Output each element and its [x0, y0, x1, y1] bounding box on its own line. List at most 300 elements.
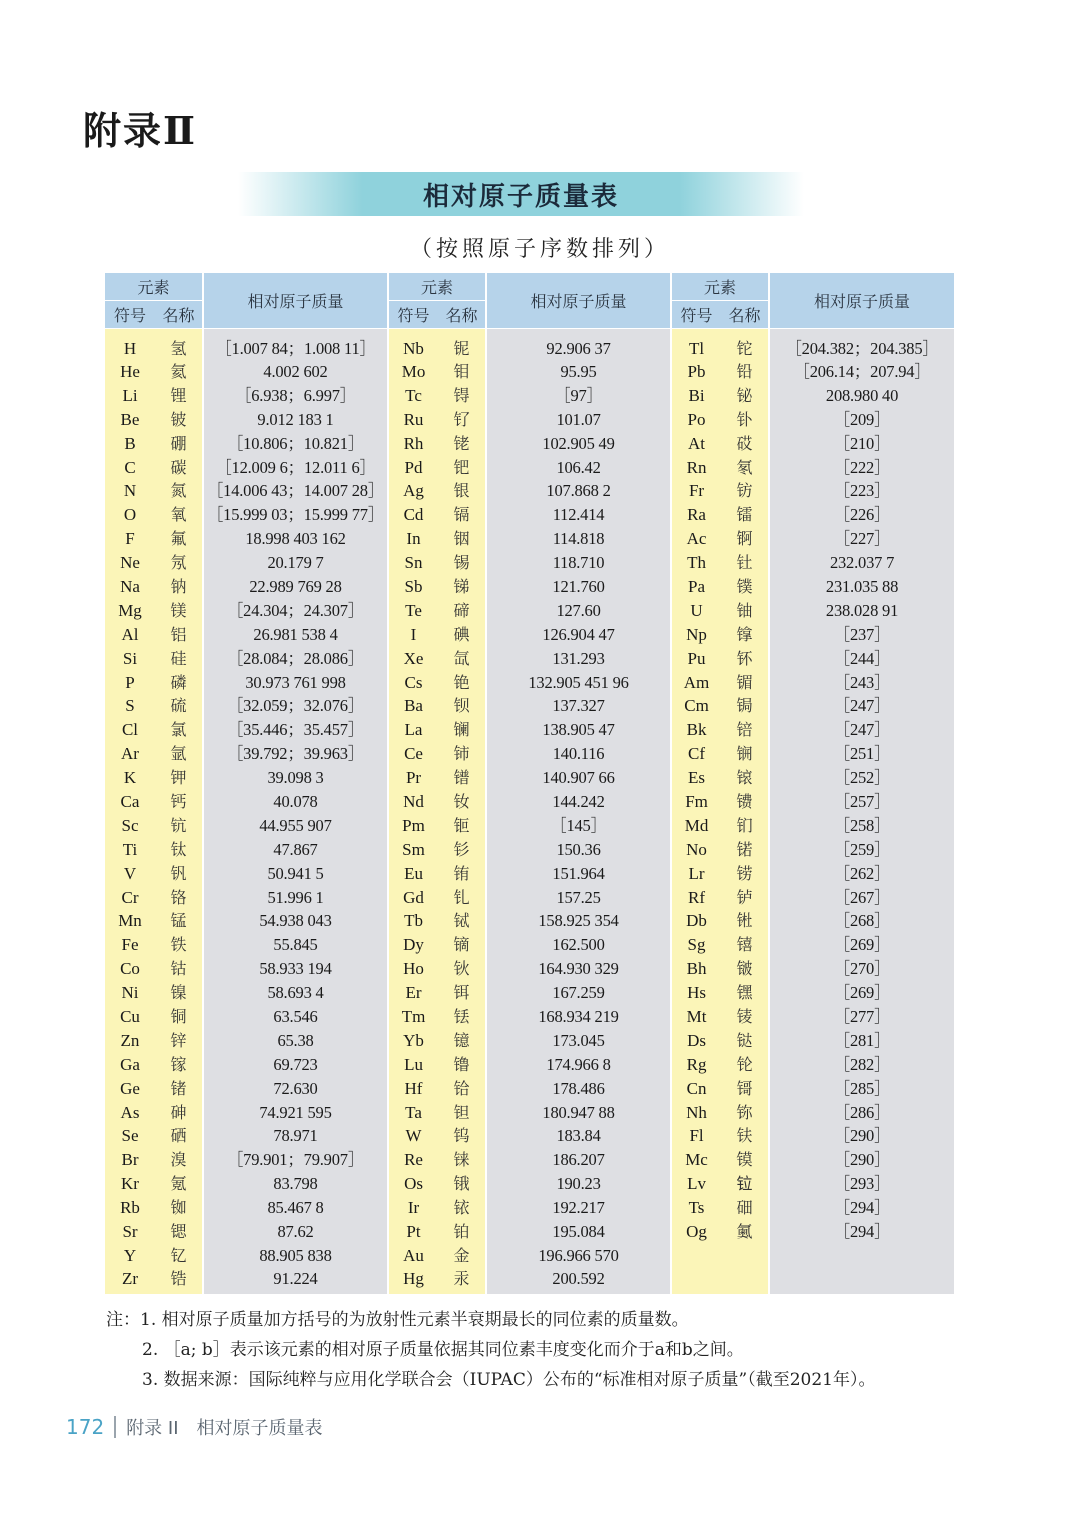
element-name: 碘 [438, 622, 486, 646]
element-name: 钼 [438, 360, 486, 384]
element-symbol: Ca [105, 790, 155, 814]
element-symbol: Cn [671, 1076, 721, 1100]
element-symbol: Cf [671, 742, 721, 766]
element-name: 氖 [155, 551, 203, 575]
element-mass: ［243］ [769, 670, 954, 694]
element-symbol: Ar [105, 742, 155, 766]
element-mass: ［286］ [769, 1100, 954, 1124]
element-mass: 140.116 [486, 742, 671, 766]
table-title-banner [238, 172, 804, 216]
element-mass: 50.941 5 [203, 861, 388, 885]
element-mass: 88.905 838 [203, 1243, 388, 1267]
element-mass: ［282］ [769, 1052, 954, 1076]
element-name: 铹 [721, 861, 769, 885]
element-symbol: U [671, 598, 721, 622]
element-name: 𫟼 [721, 1028, 769, 1052]
element-symbol: N [105, 479, 155, 503]
element-mass: ［223］ [769, 479, 954, 503]
element-mass: ［267］ [769, 885, 954, 909]
element-symbol: Ce [388, 742, 438, 766]
table-row [105, 598, 954, 622]
element-symbol: Eu [388, 861, 438, 885]
element-mass: 63.546 [203, 1005, 388, 1029]
element-mass: 164.930 329 [486, 957, 671, 981]
element-symbol: Sc [105, 813, 155, 837]
element-name: 钕 [438, 790, 486, 814]
element-name: 锑 [438, 575, 486, 599]
element-symbol: O [105, 503, 155, 527]
element-mass: 178.486 [486, 1076, 671, 1100]
table-row [105, 981, 954, 1005]
table-row [105, 813, 954, 837]
element-name: 锗 [155, 1076, 203, 1100]
element-name: 锝 [438, 383, 486, 407]
element-name: 氯 [155, 718, 203, 742]
table-row [105, 646, 954, 670]
element-name: 钫 [721, 479, 769, 503]
element-symbol: Br [105, 1148, 155, 1172]
element-symbol: C [105, 455, 155, 479]
element-name: 𬭶 [721, 981, 769, 1005]
element-name [721, 1243, 769, 1267]
element-symbol: Yb [388, 1028, 438, 1052]
element-symbol: Ds [671, 1028, 721, 1052]
table-row [105, 1124, 954, 1148]
element-mass [769, 1243, 954, 1267]
element-mass: ［1.007 84；1.008 11］ [203, 328, 388, 360]
table-row [105, 718, 954, 742]
element-name: 碲 [438, 598, 486, 622]
element-symbol: P [105, 670, 155, 694]
element-symbol: Ni [105, 981, 155, 1005]
element-mass: ［247］ [769, 694, 954, 718]
element-symbol: Cu [105, 1005, 155, 1029]
element-mass: ［244］ [769, 646, 954, 670]
element-mass: ［259］ [769, 837, 954, 861]
element-name: 氙 [438, 646, 486, 670]
element-name: 银 [438, 479, 486, 503]
element-name [721, 1267, 769, 1294]
element-name: 铁 [155, 933, 203, 957]
element-symbol: Pu [671, 646, 721, 670]
element-name: 锰 [155, 909, 203, 933]
element-mass: 65.38 [203, 1028, 388, 1052]
element-symbol: Es [671, 766, 721, 790]
element-name: 铷 [155, 1196, 203, 1220]
element-symbol: Cr [105, 885, 155, 909]
element-name: 氮 [155, 479, 203, 503]
element-symbol: Se [105, 1124, 155, 1148]
element-symbol: Tm [388, 1005, 438, 1029]
element-name: 钨 [438, 1124, 486, 1148]
element-name: 钠 [155, 575, 203, 599]
table-body [105, 328, 954, 1294]
footer-section-title: 相对原子质量表 [196, 1418, 323, 1439]
element-name: 镁 [155, 598, 203, 622]
element-name: 硒 [155, 1124, 203, 1148]
element-symbol: Te [388, 598, 438, 622]
element-mass: ［10.806；10.821］ [203, 431, 388, 455]
note-3: 3. 数据来源：国际纯粹与应用化学联合会（IUPAC）公布的“标准相对原子质量”（截至2021年）。 [142, 1370, 876, 1390]
element-symbol: Ac [671, 527, 721, 551]
element-name: 𬭛 [721, 957, 769, 981]
element-mass: 231.035 88 [769, 575, 954, 599]
element-name: 鿔 [721, 1076, 769, 1100]
element-mass: 95.95 [486, 360, 671, 384]
element-symbol: Mn [105, 909, 155, 933]
element-symbol: Ir [388, 1196, 438, 1220]
element-name: 氧 [155, 503, 203, 527]
element-mass: 144.242 [486, 790, 671, 814]
table-row [105, 1028, 954, 1052]
element-mass: ［35.446；35.457］ [203, 718, 388, 742]
element-name: 鿭 [721, 1100, 769, 1124]
element-mass: 58.933 194 [203, 957, 388, 981]
element-mass: 92.906 37 [486, 328, 671, 360]
element-name: 钚 [721, 646, 769, 670]
element-name: 镝 [438, 933, 486, 957]
element-name: 镉 [438, 503, 486, 527]
element-name: 氟 [155, 527, 203, 551]
element-name: 锿 [721, 766, 769, 790]
element-name: 磷 [155, 670, 203, 694]
table-row [105, 1267, 954, 1294]
element-symbol: Ho [388, 957, 438, 981]
element-name: 钌 [438, 407, 486, 431]
element-mass: ［210］ [769, 431, 954, 455]
element-mass: 137.327 [486, 694, 671, 718]
element-symbol: Sg [671, 933, 721, 957]
element-mass: 9.012 183 1 [203, 407, 388, 431]
element-mass: 168.934 219 [486, 1005, 671, 1029]
element-mass: ［97］ [486, 383, 671, 407]
element-name: 铀 [721, 598, 769, 622]
element-mass: ［252］ [769, 766, 954, 790]
element-mass: 69.723 [203, 1052, 388, 1076]
element-name: 镄 [721, 790, 769, 814]
table-row [105, 1148, 954, 1172]
element-symbol: La [388, 718, 438, 742]
element-symbol: Mc [671, 1148, 721, 1172]
element-name: 铝 [155, 622, 203, 646]
element-symbol: Am [671, 670, 721, 694]
element-mass: ［6.938；6.997］ [203, 383, 388, 407]
element-symbol: Sr [105, 1220, 155, 1244]
element-symbol: Zr [105, 1267, 155, 1294]
element-mass: ［32.059；32.076］ [203, 694, 388, 718]
element-symbol: K [105, 766, 155, 790]
element-mass: ［247］ [769, 718, 954, 742]
element-symbol: F [105, 527, 155, 551]
element-symbol: Md [671, 813, 721, 837]
element-name: 锌 [155, 1028, 203, 1052]
element-mass: ［293］ [769, 1172, 954, 1196]
element-name: 鿬 [721, 1196, 769, 1220]
element-symbol: Co [105, 957, 155, 981]
element-symbol: Re [388, 1148, 438, 1172]
element-mass: 126.904 47 [486, 622, 671, 646]
element-symbol: Pm [388, 813, 438, 837]
element-mass: ［206.14；207.94］ [769, 360, 954, 384]
element-mass: 200.592 [486, 1267, 671, 1294]
element-symbol: Nb [388, 328, 438, 360]
element-symbol: B [105, 431, 155, 455]
table-row [105, 383, 954, 407]
element-name: 锔 [721, 694, 769, 718]
element-symbol: Cs [388, 670, 438, 694]
element-mass: 78.971 [203, 1124, 388, 1148]
element-symbol: W [388, 1124, 438, 1148]
element-name: 镆 [721, 1148, 769, 1172]
element-symbol: Kr [105, 1172, 155, 1196]
element-name: 溴 [155, 1148, 203, 1172]
header-symbol: 符号 [105, 300, 155, 328]
element-mass: 18.998 403 162 [203, 527, 388, 551]
element-name: 钆 [438, 885, 486, 909]
element-symbol: Bi [671, 383, 721, 407]
element-mass: 158.925 354 [486, 909, 671, 933]
element-name: 镍 [155, 981, 203, 1005]
element-name: 汞 [438, 1267, 486, 1294]
element-mass: ［15.999 03；15.999 77］ [203, 503, 388, 527]
footer-section: 附录 II [126, 1418, 179, 1439]
element-symbol: Os [388, 1172, 438, 1196]
element-mass: 180.947 88 [486, 1100, 671, 1124]
element-mass: ［204.382；204.385］ [769, 328, 954, 360]
table-row [105, 837, 954, 861]
element-symbol: Fm [671, 790, 721, 814]
page-number: 172 [66, 1415, 105, 1439]
table-row [105, 1172, 954, 1196]
element-name: 钙 [155, 790, 203, 814]
table-row [105, 503, 954, 527]
table-row [105, 933, 954, 957]
element-mass: 127.60 [486, 598, 671, 622]
page-footer [66, 1414, 323, 1440]
element-name: 氩 [155, 742, 203, 766]
element-mass: 232.037 7 [769, 551, 954, 575]
element-mass: 195.084 [486, 1220, 671, 1244]
element-name: 铕 [438, 861, 486, 885]
element-name: 硅 [155, 646, 203, 670]
element-symbol: Xe [388, 646, 438, 670]
element-mass: ［251］ [769, 742, 954, 766]
header-mass: 相对原子质量 [769, 273, 954, 328]
element-mass: 150.36 [486, 837, 671, 861]
table-row [105, 861, 954, 885]
table-row [105, 1100, 954, 1124]
element-mass: ［39.792；39.963］ [203, 742, 388, 766]
element-name: 锂 [155, 383, 203, 407]
element-name: 硫 [155, 694, 203, 718]
element-name: 钐 [438, 837, 486, 861]
element-mass: 58.693 4 [203, 981, 388, 1005]
element-name: 钪 [155, 813, 203, 837]
element-mass: 102.905 49 [486, 431, 671, 455]
element-name: 铊 [721, 328, 769, 360]
element-name: 铽 [438, 909, 486, 933]
element-mass: ［294］ [769, 1196, 954, 1220]
element-name: 钴 [155, 957, 203, 981]
element-name: 钍 [721, 551, 769, 575]
element-name: 镱 [438, 1028, 486, 1052]
element-symbol: Tl [671, 328, 721, 360]
element-name: 钬 [438, 957, 486, 981]
element-symbol: Rg [671, 1052, 721, 1076]
element-symbol: Cd [388, 503, 438, 527]
element-symbol: Pa [671, 575, 721, 599]
element-mass: ［294］ [769, 1220, 954, 1244]
element-mass: 22.989 769 28 [203, 575, 388, 599]
table-row [105, 527, 954, 551]
element-name: 锘 [721, 837, 769, 861]
header-name: 名称 [438, 300, 486, 328]
element-name: 钔 [721, 813, 769, 837]
header-symbol: 符号 [388, 300, 438, 328]
element-name: 𬬻 [721, 885, 769, 909]
table-row [105, 1005, 954, 1029]
element-mass: 167.259 [486, 981, 671, 1005]
element-mass: ［262］ [769, 861, 954, 885]
element-mass: 118.710 [486, 551, 671, 575]
element-symbol: Lr [671, 861, 721, 885]
element-mass: ［209］ [769, 407, 954, 431]
element-symbol: Ti [105, 837, 155, 861]
element-mass: ［227］ [769, 527, 954, 551]
element-symbol: Ru [388, 407, 438, 431]
element-mass: ［145］ [486, 813, 671, 837]
element-name: 镤 [721, 575, 769, 599]
element-symbol [671, 1267, 721, 1294]
element-symbol: Y [105, 1243, 155, 1267]
element-name: 钛 [155, 837, 203, 861]
element-mass: 174.966 8 [486, 1052, 671, 1076]
element-name: 铪 [438, 1076, 486, 1100]
element-symbol: Ge [105, 1076, 155, 1100]
element-mass: ［226］ [769, 503, 954, 527]
element-symbol: Rb [105, 1196, 155, 1220]
element-symbol: Th [671, 551, 721, 575]
element-mass: 157.25 [486, 885, 671, 909]
element-name: 钒 [155, 861, 203, 885]
note-2: 2. ［a; b］表示该元素的相对原子质量依据其同位素丰度变化而介于a和b之间。 [142, 1340, 744, 1360]
element-name: 锇 [438, 1172, 486, 1196]
element-name: 铒 [438, 981, 486, 1005]
element-mass: ［290］ [769, 1124, 954, 1148]
element-mass: 131.293 [486, 646, 671, 670]
element-symbol: Lv [671, 1172, 721, 1196]
element-symbol: Pb [671, 360, 721, 384]
element-name: 锡 [438, 551, 486, 575]
element-mass: 40.078 [203, 790, 388, 814]
element-symbol: Sb [388, 575, 438, 599]
element-mass: ［270］ [769, 957, 954, 981]
element-mass: 91.224 [203, 1267, 388, 1294]
table-row [105, 909, 954, 933]
element-symbol: Na [105, 575, 155, 599]
element-symbol: Ne [105, 551, 155, 575]
element-symbol: Hf [388, 1076, 438, 1100]
table-row [105, 694, 954, 718]
header-mass: 相对原子质量 [486, 273, 671, 328]
element-symbol: Bh [671, 957, 721, 981]
element-name: 氢 [155, 328, 203, 360]
element-symbol: Tc [388, 383, 438, 407]
element-symbol: Rn [671, 455, 721, 479]
element-mass: 72.630 [203, 1076, 388, 1100]
element-mass: 39.098 3 [203, 766, 388, 790]
table-row [105, 1243, 954, 1267]
element-symbol: Si [105, 646, 155, 670]
element-name: 𫓧 [721, 1124, 769, 1148]
table-row [105, 670, 954, 694]
element-symbol: Li [105, 383, 155, 407]
element-name: 铥 [438, 1005, 486, 1029]
element-mass: 151.964 [486, 861, 671, 885]
element-mass: 173.045 [486, 1028, 671, 1052]
element-symbol: Be [105, 407, 155, 431]
element-mass: 162.500 [486, 933, 671, 957]
element-mass: 121.760 [486, 575, 671, 599]
table-row [105, 1196, 954, 1220]
element-name: 钇 [155, 1243, 203, 1267]
element-symbol: Hg [388, 1267, 438, 1294]
element-mass: 20.179 7 [203, 551, 388, 575]
element-mass: ［258］ [769, 813, 954, 837]
element-symbol: Pr [388, 766, 438, 790]
element-symbol: Mt [671, 1005, 721, 1029]
element-name: 鿏 [721, 1005, 769, 1029]
element-mass: 85.467 8 [203, 1196, 388, 1220]
element-symbol: Nh [671, 1100, 721, 1124]
element-name: 钡 [438, 694, 486, 718]
element-name: 钋 [721, 407, 769, 431]
element-name: 铂 [438, 1220, 486, 1244]
header-name: 名称 [721, 300, 769, 328]
element-symbol: No [671, 837, 721, 861]
element-mass: ［24.304；24.307］ [203, 598, 388, 622]
element-symbol: S [105, 694, 155, 718]
element-name: 锫 [721, 718, 769, 742]
element-mass: 55.845 [203, 933, 388, 957]
element-mass: 208.980 40 [769, 383, 954, 407]
element-mass: 101.07 [486, 407, 671, 431]
element-mass: 183.84 [486, 1124, 671, 1148]
element-symbol: As [105, 1100, 155, 1124]
element-symbol: Fl [671, 1124, 721, 1148]
element-name: 𬭳 [721, 933, 769, 957]
element-name: 锕 [721, 527, 769, 551]
element-symbol: Hs [671, 981, 721, 1005]
element-mass: 192.217 [486, 1196, 671, 1220]
notes [106, 1305, 986, 1395]
element-mass: 196.966 570 [486, 1243, 671, 1267]
element-name: 硼 [155, 431, 203, 455]
header-name: 名称 [155, 300, 203, 328]
element-symbol: Db [671, 909, 721, 933]
element-symbol: I [388, 622, 438, 646]
element-mass: ［237］ [769, 622, 954, 646]
element-mass: ［222］ [769, 455, 954, 479]
element-name: 镧 [438, 718, 486, 742]
element-symbol: Au [388, 1243, 438, 1267]
element-name: 镓 [155, 1052, 203, 1076]
element-mass: 114.818 [486, 527, 671, 551]
element-mass: ［79.901；79.907］ [203, 1148, 388, 1172]
element-name: 金 [438, 1243, 486, 1267]
element-mass: 47.867 [203, 837, 388, 861]
element-mass: ［277］ [769, 1005, 954, 1029]
